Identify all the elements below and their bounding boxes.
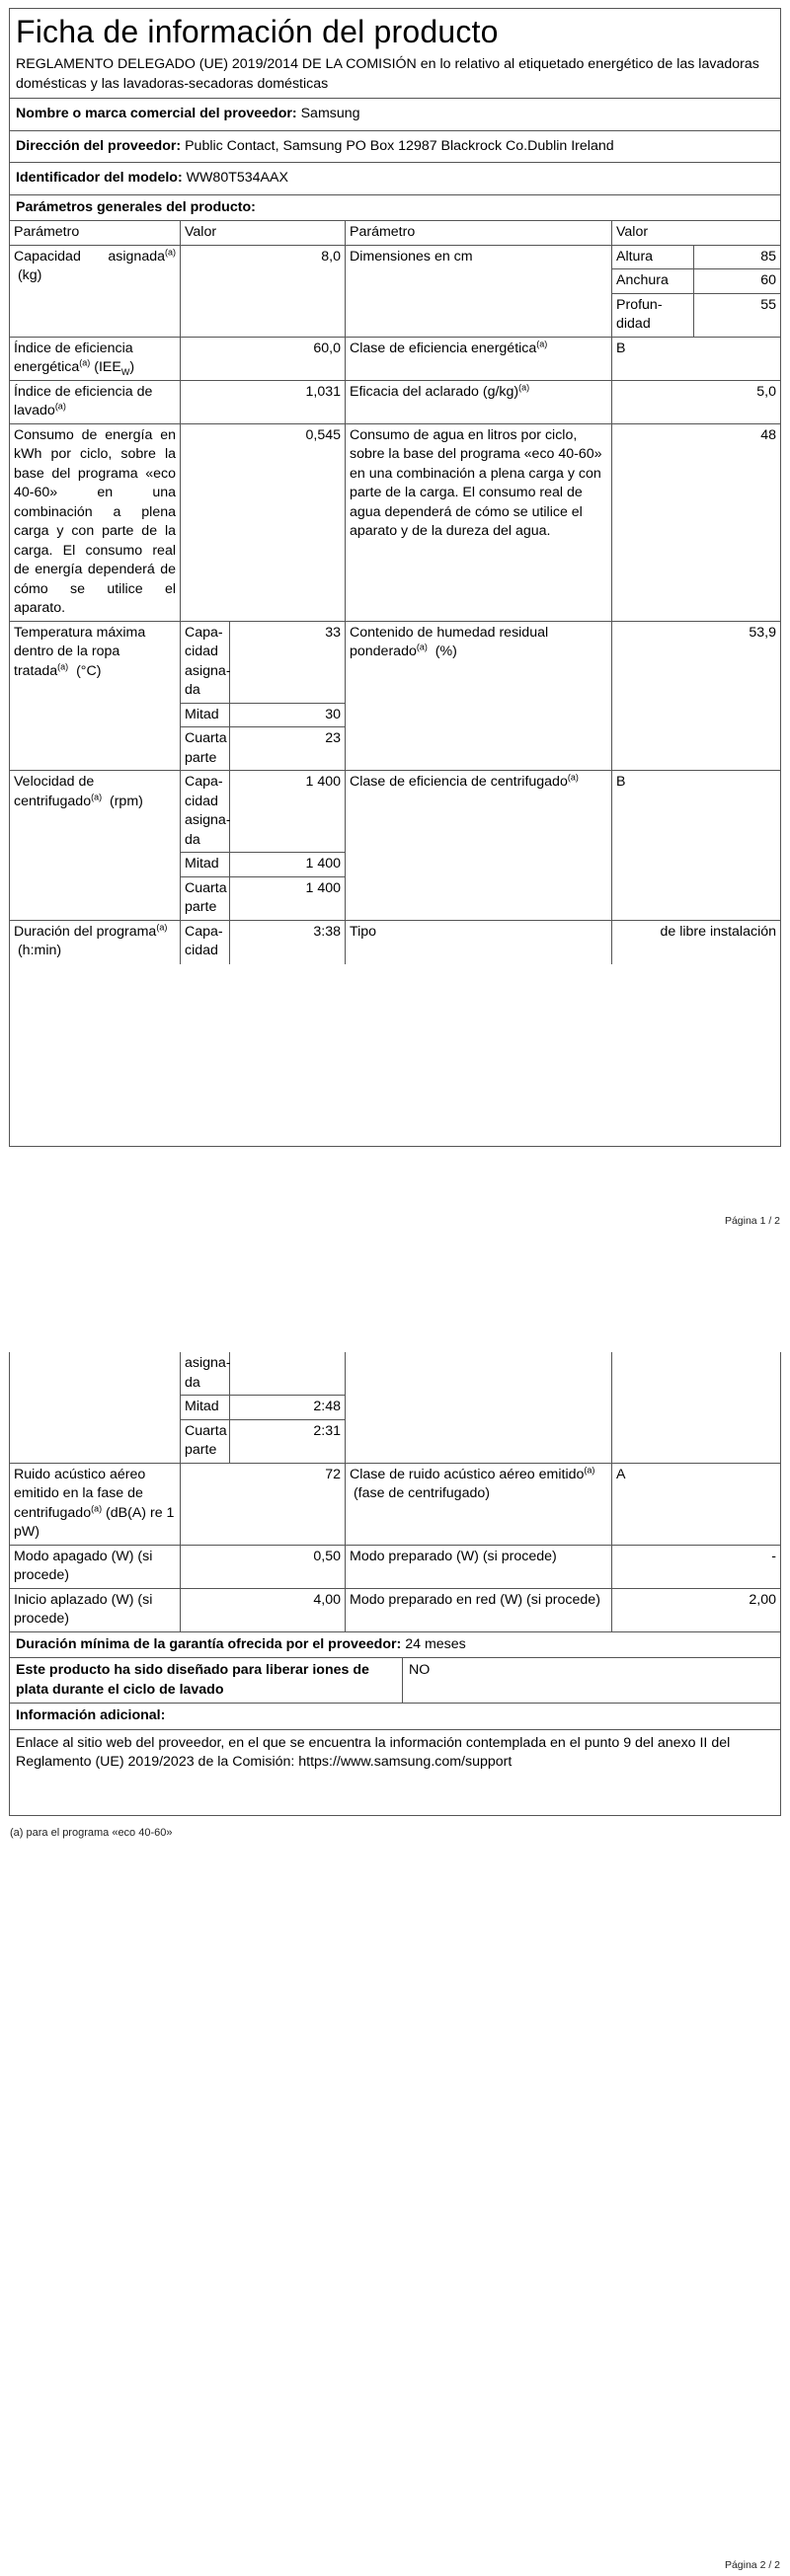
eei-label: Índice de eficiencia energética$^{(a)}$ $(IEE_W)$ (10, 338, 181, 381)
spin-class-label: Clase de eficiencia de centrifugado$^{(a)}$ (346, 771, 612, 921)
supplier-address-row (10, 131, 780, 164)
product-sheet-page2 (9, 1352, 781, 1816)
product-sheet-page1 (9, 8, 781, 1147)
spin-speed-label: Velocidad de centrifugado$^{(a)}$ (rpm) (10, 771, 181, 921)
page-title: Ficha de información del producto (16, 14, 499, 49)
spin-rated-label: Capacidad asignada (181, 771, 230, 853)
moisture-value: 53,9 (612, 622, 780, 772)
energy-consumption-label: Consumo de energía en kWh por ciclo, sobre la base del programa «eco 40-60» en una combinación a plena carga y con parte de la carga. El consumo real de energía dependerá de cómo se utilice el aparato. (10, 424, 181, 622)
dur-rated-label-part1: Capacidad (181, 921, 230, 964)
temp-rated-label: Capacidad asignada (181, 622, 230, 704)
duration-label: Duración del programa$^{(a)}$ (h:min) (10, 921, 181, 964)
water-consumption-value: 48 (612, 424, 780, 622)
page-number-1: Página 1 / 2 (724, 1215, 780, 1227)
header-param: Parámetro (10, 221, 181, 246)
supplier-name: Samsung (300, 106, 360, 121)
spin-half-label: Mitad (181, 853, 230, 877)
width-label: Anchura (612, 269, 694, 294)
supplier-name-row (10, 99, 780, 131)
energy-class-value: B (612, 338, 780, 381)
wash-index-label: Índice de eficiencia de lavado$^{(a)}$ (10, 381, 181, 424)
water-consumption-label: Consumo de agua en litros por ciclo, sobre la base del programa «eco 40-60» en una combinación a plena carga y con parte de la carga. El consumo real de agua dependerá de cómo se utilice el aparato y de la dureza del agua. (346, 424, 612, 622)
depth-label: Profundidad (612, 294, 694, 338)
additional-info-heading: Información adicional: (10, 1704, 780, 1730)
temp-quarter-label: Cuarta parte (181, 727, 230, 771)
spin-rated-value: 1 400 (230, 771, 346, 853)
dimensions-label: Dimensiones en cm (346, 246, 612, 338)
wash-index-value: 1,031 (181, 381, 346, 424)
page-number-2: Página 2 / 2 (724, 2559, 780, 2571)
dur-half-value: 2:48 (230, 1396, 346, 1420)
off-mode-value: 0,50 (181, 1546, 346, 1589)
noise-class-label: Clase de ruido acústico aéreo emitido$^{(a)}$ (fase de centrifugado) (346, 1464, 612, 1546)
silver-label: Este producto ha sido diseñado para liberar iones de plata durante el ciclo de lavado (10, 1658, 403, 1703)
spin-half-value: 1 400 (230, 853, 346, 877)
spin-class-value: B (612, 771, 780, 921)
dur-quarter-value: 2:31 (230, 1420, 346, 1464)
supplier-name-label: Nombre o marca comercial del proveedor: (16, 106, 297, 121)
model-row (10, 163, 780, 195)
standby-label: Modo preparado (W) (si procede) (346, 1546, 612, 1589)
temp-quarter-value: 23 (230, 727, 346, 771)
type-label-cont (346, 1352, 612, 1464)
dur-quarter-label: Cuarta parte (181, 1420, 230, 1464)
noise-label: Ruido acústico aéreo emitido en la fase de centrifugado$^{(a)}$ (dB(A) re 1 pW) (10, 1464, 181, 1546)
model-id: WW80T534AAX (186, 170, 288, 186)
dur-rated-value-cont (230, 1352, 346, 1396)
spin-quarter-label: Cuarta parte (181, 877, 230, 921)
networked-standby-label: Modo preparado en red (W) (si procede) (346, 1589, 612, 1632)
header-value: Valor (181, 221, 346, 246)
eei-value: 60,0 (181, 338, 346, 381)
depth-value: 55 (694, 294, 780, 338)
spin-quarter-value: 1 400 (230, 877, 346, 921)
support-link-text: Enlace al sitio web del proveedor, en el que se encuentra la información contemplada en el punto 9 del anexo II del Reglamento (UE) 2019/2023 de la Comisión: https://www.samsung.com/support (16, 1734, 731, 1770)
warranty-label: Duración mínima de la garantía ofrecida por el proveedor: (16, 1635, 402, 1652)
header-value-2: Valor (612, 221, 780, 246)
supplier-address: Public Contact, Samsung PO Box 12987 Blackrock Co.Dublin Ireland (185, 137, 614, 154)
warranty-value: 24 meses (405, 1635, 466, 1652)
delay-start-label: Inicio aplazado (W) (si procede) (10, 1589, 181, 1632)
rinse-value: 5,0 (612, 381, 780, 424)
dur-half-label: Mitad (181, 1396, 230, 1420)
energy-consumption-value: 0,545 (181, 424, 346, 622)
moisture-label: Contenido de humedad residual ponderado$^{(a)}$ (%) (346, 622, 612, 772)
height-value: 85 (694, 246, 780, 270)
rinse-label: Eficacia del aclarado $(g/kg)^{(a)}$ (346, 381, 612, 424)
model-label: Identificador del modelo: (16, 170, 183, 186)
duration-label-cont (10, 1352, 181, 1464)
noise-value: 72 (181, 1464, 346, 1546)
delay-start-value: 4,00 (181, 1589, 346, 1632)
noise-class-value: A (612, 1464, 780, 1546)
title-block (10, 9, 780, 99)
temperature-label: Temperatura máxima dentro de la ropa tratada$^{(a)}$ (°C) (10, 622, 181, 772)
capacity-value: 8,0 (181, 246, 346, 338)
height-label: Altura (612, 246, 694, 270)
width-value: 60 (694, 269, 780, 294)
regulation-text: REGLAMENTO DELEGADO (UE) 2019/2014 DE LA COMISIÓN en lo relativo al etiquetado energético de las lavadoras domésticas y las lavadoras-secadoras domésticas (16, 56, 759, 92)
temp-half-label: Mitad (181, 704, 230, 728)
silver-value: NO (409, 1662, 431, 1678)
supplier-address-label: Dirección del proveedor: (16, 137, 182, 154)
warranty-row (10, 1632, 780, 1659)
silver-row (10, 1658, 780, 1704)
energy-class-label: Clase de eficiencia energética$^{(a)}$ (346, 338, 612, 381)
temp-rated-value: 33 (230, 622, 346, 704)
params-table (10, 220, 780, 964)
type-value: de libre instalación (660, 923, 776, 940)
temp-half-value: 30 (230, 704, 346, 728)
params-table-continued (10, 1352, 780, 1632)
type-label: Tipo (346, 921, 612, 964)
dur-rated-value: 3:38 (230, 921, 346, 964)
networked-standby-value: 2,00 (612, 1589, 780, 1632)
footnote: (a) para el programa «eco 40-60» (10, 1827, 173, 1839)
off-mode-label: Modo apagado (W) (si procede) (10, 1546, 181, 1589)
general-params-heading: Parámetros generales del producto: (16, 198, 256, 215)
capacity-label: Capacidad asignada$^{(a)}$ (kg) (10, 246, 181, 338)
header-param-2: Parámetro (346, 221, 612, 246)
dur-rated-label-part2: asignada (181, 1352, 230, 1396)
type-value-cont (612, 1352, 780, 1464)
standby-value: - (612, 1546, 780, 1589)
